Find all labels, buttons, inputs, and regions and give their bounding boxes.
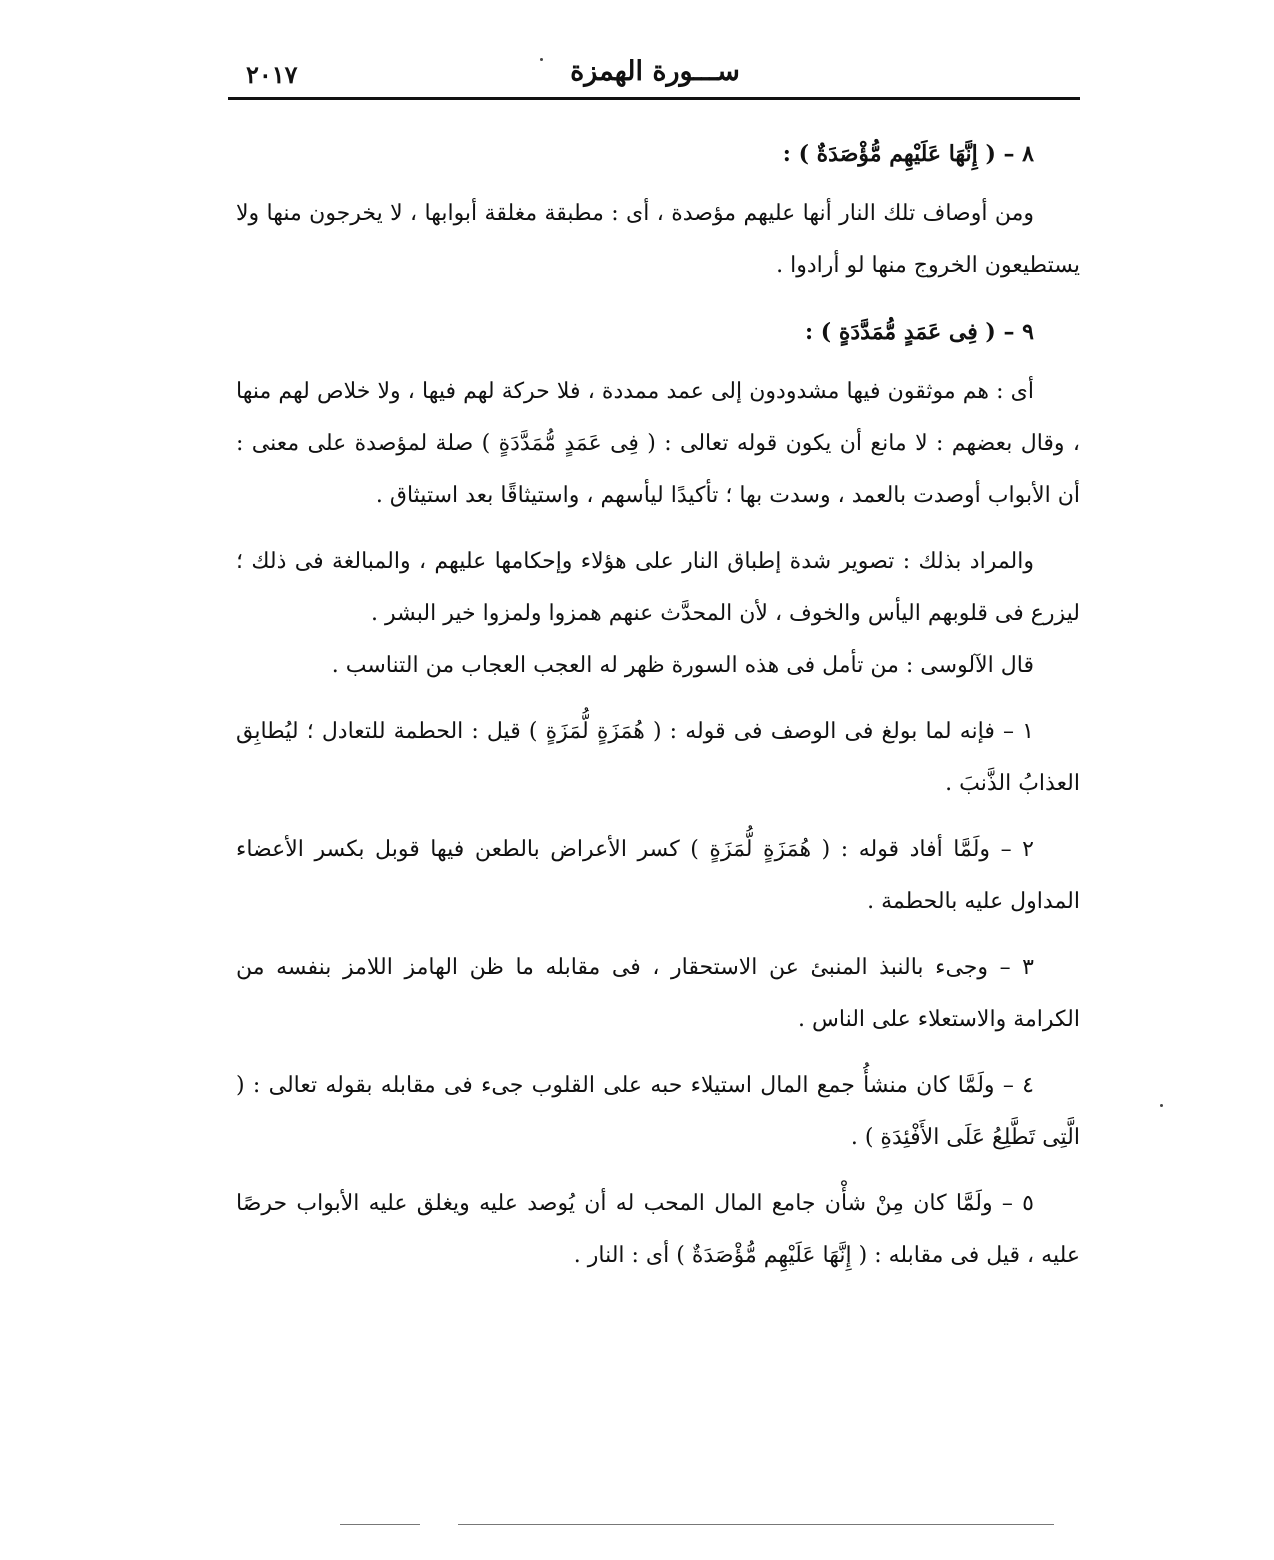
header-divider	[228, 97, 1080, 100]
paragraph-meaning: والمراد بذلك : تصوير شدة إطباق النار على هؤلاء وإحكامها عليهم ، والمبالغة فى ذلك ؛ ليزرع فى قلوبهم اليأس والخوف ، لأن المحدَّث عنهم همزوا ولمزوا خير البشر .	[236, 549, 1080, 626]
page-header	[230, 52, 1080, 96]
footer-scan-line	[458, 1524, 1054, 1525]
scan-speck	[1160, 1104, 1163, 1107]
list-item-4: ٤ – ولَمَّا كان منشأُ جمع المال استيلاء حبه على القلوب جىء فى مقابله بقوله تعالى : ( الَّتِى تَطَّلِعُ عَلَى الأَفْئِدَةِ ) .	[236, 1073, 1080, 1150]
footer-scan-line	[340, 1524, 420, 1525]
surah-title: ســـورة الهمزة	[570, 56, 740, 87]
paragraph-verse-8-explanation: ومن أوصاف تلك النار أنها عليهم مؤصدة ، أى : مطبقة مغلقة أبوابها ، لا يخرجون منها ولا يستطيعون الخروج منها لو أرادوا .	[236, 201, 1080, 278]
verse-8-heading: ٨ – ( إِنَّهَا عَلَيْهِم مُّؤْصَدَةٌ ) :	[782, 141, 1034, 167]
paragraph-verse-9-explanation: أى : هم موثقون فيها مشدودون إلى عمد ممددة ، فلا حركة لهم فيها ، ولا خلاص لهم منها ، وقال بعضهم : لا مانع أن يكون قوله تعالى : ( فِى عَمَدٍ مُّمَدَّدَةٍ ) صلة لمؤصدة على معنى : أن الأبواب أوصدت بالعمد ، وسدت بها ؛ تأكيدًا ليأسهم ، واستيثاقًا بعد استيثاق .	[236, 379, 1080, 508]
list-item-5: ٥ – ولَمَّا كان مِنْ شأْن جامع المال المحب له أن يُوصد عليه ويغلق عليه الأبواب حرصًا عليه ، قيل فى مقابله : ( إِنَّهَا عَلَيْهِم مُّؤْصَدَةٌ ) أى : النار .	[236, 1191, 1080, 1268]
page-number: ٢٠١٧	[246, 60, 298, 89]
list-item-3: ٣ – وجىء بالنبذ المنبئ عن الاستحقار ، فى مقابله ما ظن الهامز اللامز بنفسه من الكرامة والاستعلاء على الناس .	[236, 955, 1080, 1032]
list-item-2: ٢ – ولَمَّا أفاد قوله : ( هُمَزَةٍ لُّمَزَةٍ ) كسر الأعراض بالطعن فيها قوبل بكسر الأعضاء المداول عليه بالحطمة .	[236, 837, 1080, 914]
verse-9-heading: ٩ – ( فِى عَمَدٍ مُّمَدَّدَةٍ ) :	[804, 319, 1034, 345]
paragraph-alusi-quote: قال الآلوسى : من تأمل فى هذه السورة ظهر له العجب العجاب من التناسب .	[331, 653, 1034, 678]
scan-speck	[540, 58, 543, 61]
page-body	[236, 128, 1080, 1282]
list-item-1: ١ – فإنه لما بولغ فى الوصف فى قوله : ( هُمَزَةٍ لُّمَزَةٍ ) قيل : الحطمة للتعادل ؛ ليُطابِق العذابُ الذَّنبَ .	[236, 719, 1080, 796]
